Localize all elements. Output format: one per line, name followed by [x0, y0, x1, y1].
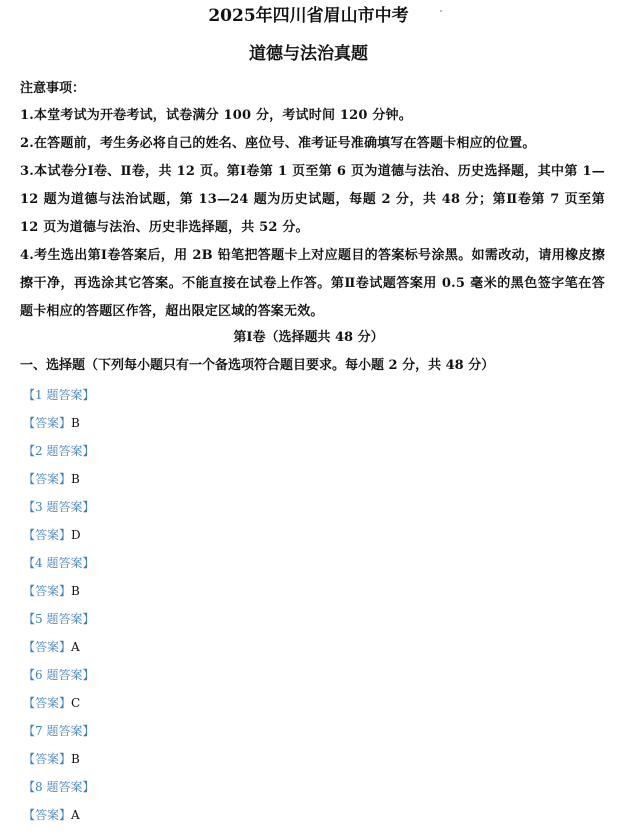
answer-value: A [71, 640, 80, 654]
question-row [23, 610, 94, 638]
question-label: 【3 题答案】 [23, 500, 95, 514]
notice-item: 4.考生选出第Ⅰ卷答案后，用 2B 铅笔把答题卡上对应题目的答案标号涂黑。如需改动，请用橡皮擦擦干净，再选涂其它答案。不能直接在试卷上作答。第Ⅱ卷试题答案用 0.5 毫米的黑色签字笔在答题卡相应的答题区作答，超出限定区域的答案无效。 [20, 248, 605, 319]
answer-label: 【答案】 [23, 808, 72, 822]
question-label: 【4 题答案】 [23, 556, 95, 570]
section-heading: 一、选择题（下列每小题只有一个备选项符合题目要求。每小题 2 分，共 48 分） [20, 358, 495, 373]
answer-row [23, 638, 94, 666]
document-title: 2025年四川省眉山市中考 [208, 6, 409, 26]
question-label: 【8 题答案】 [23, 780, 95, 794]
question-label: 【5 题答案】 [23, 612, 95, 626]
answer-row [23, 582, 94, 610]
notice-item: 3.本试卷分Ⅰ卷、Ⅱ卷，共 12 页。第Ⅰ卷第 1 页至第 6 页为道德与法治、历史选择题，其中第 1—12 题为道德与法治试题，第 13—24 题为历史试题，每题 2 分，共 48 分；第Ⅱ卷第 7 页至第 12 页为道德与法治、历史非选择题，共 52 分。 [20, 164, 605, 235]
answer-label: 【答案】 [23, 416, 72, 430]
document-subtitle: 道德与法治真题 [249, 44, 368, 64]
answer-value: B [71, 472, 80, 486]
question-row [23, 722, 94, 750]
question-row [23, 442, 94, 470]
answer-value: D [71, 528, 81, 542]
answer-value: B [71, 752, 80, 766]
volume-heading: 第Ⅰ卷（选择题共 48 分） [233, 330, 384, 345]
question-row [23, 778, 94, 806]
answer-row [23, 694, 94, 722]
answer-label: 【答案】 [23, 752, 72, 766]
question-label: 【2 题答案】 [23, 444, 95, 458]
notice-item: 1.本堂考试为开卷考试，试卷满分 100 分，考试时间 120 分钟。 [20, 108, 412, 123]
answer-value: C [71, 696, 81, 710]
answer-label: 【答案】 [23, 528, 72, 542]
answer-row [23, 806, 94, 834]
question-label: 【7 题答案】 [23, 724, 95, 738]
answer-row [23, 414, 94, 442]
question-row [23, 386, 94, 414]
answer-row [23, 750, 94, 778]
answer-value: A [71, 808, 80, 822]
notice-heading: 注意事项： [20, 81, 86, 96]
answer-row [23, 526, 94, 554]
question-label: 【1 题答案】 [23, 388, 95, 402]
question-label: 【6 题答案】 [23, 668, 95, 682]
answer-value: B [71, 584, 80, 598]
answer-label: 【答案】 [23, 584, 72, 598]
notice-item: 2.在答题前，考生务必将自己的姓名、座位号、准考证号准确填写在答题卡相应的位置。 [20, 136, 536, 151]
answer-list [23, 386, 94, 834]
question-row [23, 666, 94, 694]
answer-row [23, 470, 94, 498]
answer-value: B [71, 416, 80, 430]
answer-label: 【答案】 [23, 472, 72, 486]
question-row [23, 498, 94, 526]
answer-label: 【答案】 [23, 640, 72, 654]
question-row [23, 554, 94, 582]
answer-label: 【答案】 [23, 696, 72, 710]
